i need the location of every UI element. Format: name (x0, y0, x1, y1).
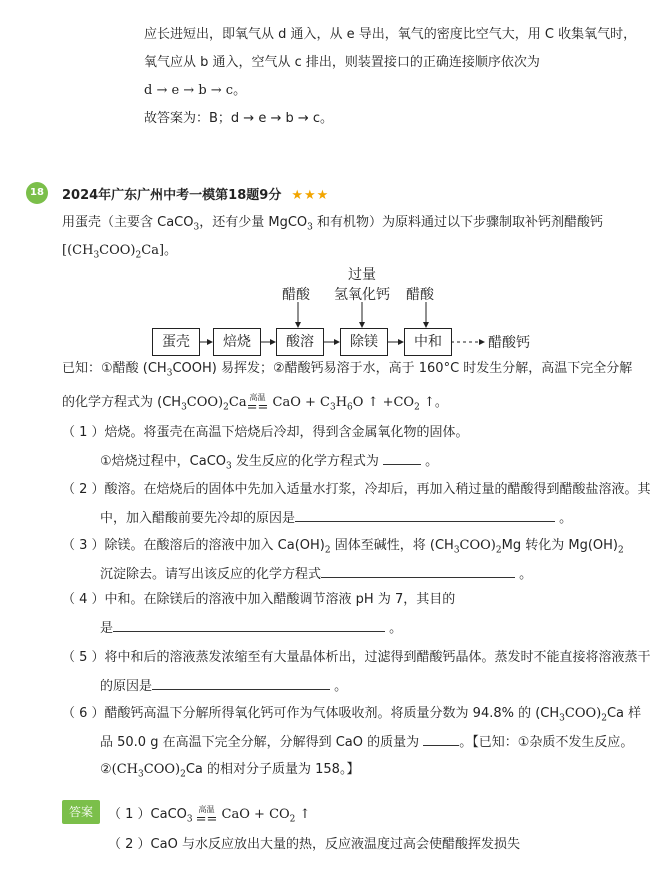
part-4-line-2: 是 。 (100, 621, 403, 636)
answer-blank-5[interactable] (152, 677, 330, 690)
answer-tag: 答案 (62, 800, 100, 824)
part-6-line-3: $②(CH_3COO)_2Ca$ 的相对分子质量为 158。】 (100, 762, 360, 780)
question-number-badge: 18 (26, 182, 48, 204)
flow-reagent-excess-label: 过量 (348, 267, 376, 283)
part-5-line-1: （ 5 ）将中和后的溶液蒸发浓缩至有大量晶体析出，过滤得到醋酸钙晶体。蒸发时不能直接将溶液蒸干 (62, 650, 651, 665)
flow-step-eggshell: 蛋壳 (152, 328, 200, 356)
answer-1: （ 1 ）CaCO$_3$ 高温 == CaO + $CO_2$ ↑ (108, 806, 310, 829)
answer-2: （ 2 ）CaO 与水反应放出大量的热，反应液温度过高会使醋酸挥发损失 (108, 837, 520, 852)
known-info-line-2: 的化学方程式为 $(CH_3COO)_2Ca$ 高温 == CaO + $C_3H_6O$ ↑ $+CO_2$ ↑。 (62, 394, 448, 417)
part-5-line-2: 的原因是 。 (100, 679, 348, 694)
prev-answer-line-1: 应长进短出，即氧气从 d 通入，从 e 导出，氧气的密度比空气大，用 C 收集氧气时， (144, 27, 637, 42)
prev-answer-line-3: d → e → b → c。 (144, 83, 247, 98)
answer-blank-3[interactable] (321, 565, 515, 578)
part-3-line-2: 沉淀除去。请写出该反应的化学方程式 。 (100, 567, 533, 582)
prev-answer-line-2: 氧气应从 b 通入，空气从 c 排出，则装置接口的正确连接顺序依次为 (144, 55, 540, 70)
question-intro-line-1: 用蛋壳（主要含 CaCO$_3$，还有少量 MgCO$_3$ 和有机物）为原料通过以下步骤制取补钙剂醋酸钙 (62, 215, 604, 233)
part-6-line-1: （ 6 ）醋酸钙高温下分解所得氧化钙可作为气体吸收剂。将质量分数为 94.8% 的 $(CH_3COO)_2Ca$ 样 (62, 706, 642, 724)
flow-reagent-acetic-acid-1: 醋酸 (282, 287, 310, 303)
flow-step-acid-dissolve: 酸溶 (276, 328, 324, 356)
answer-condition-label: 高温 (198, 804, 215, 814)
part-4-line-1: （ 4 ）中和。在除镁后的溶液中加入醋酸调节溶液 pH 为 7，其目的 (62, 592, 456, 607)
part-1-sub: ①焙烧过程中，CaCO$_3$ 发生反应的化学方程式为 。 (100, 454, 439, 472)
flow-step-roasting: 焙烧 (213, 328, 261, 356)
part-1-heading: （ 1 ）焙烧。将蛋壳在高温下焙烧后冷却，得到含金属氧化物的固体。 (62, 425, 469, 440)
answer-blank-2[interactable] (295, 509, 555, 522)
answer-blank-6[interactable] (423, 733, 459, 746)
part-2-line-1: （ 2 ）酸溶。在焙烧后的固体中先加入适量水打浆，冷却后，再加入稍过量的醋酸得到醋酸盐溶液。其 (62, 482, 651, 497)
flow-reagent-acetic-acid-2: 醋酸 (406, 287, 434, 303)
flow-step-remove-magnesium: 除镁 (340, 328, 388, 356)
question-intro-line-2: $[(CH_3COO)_2Ca]$。 (62, 243, 178, 261)
flow-step-neutralize: 中和 (404, 328, 452, 356)
part-6-line-2: 品 50.0 g 在高温下完全分解，分解得到 CaO 的质量为 。【已知：①杂质不发生反应。 (100, 735, 634, 750)
reaction-condition-label: 高温 (249, 392, 266, 402)
question-source-text: 2024年广东广州中考一模第18题9分 (62, 188, 282, 203)
part-2-line-2: 中，加入醋酸前要先冷却的原因是 。 (100, 511, 573, 526)
answer-blank-1[interactable] (383, 452, 421, 465)
part-3-line-1: （ 3 ）除镁。在酸溶后的溶液中加入 $Ca(OH)_2$ 固体至碱性，将 $(CH_3COO)_2Mg$ 转化为 $Mg(OH)_2$ (62, 538, 624, 556)
flow-arrows (0, 0, 671, 400)
difficulty-stars: ★★★ (291, 188, 330, 203)
flow-reagent-calcium-hydroxide: 氢氧化钙 (334, 287, 390, 303)
flow-output-calcium-acetate: 醋酸钙 (488, 335, 530, 351)
known-info-line-1: 已知：①醋酸 $(CH_3COOH)$ 易挥发；②醋酸钙易溶于水，高于 160°C 时发生分解，高温下完全分解 (62, 361, 633, 379)
prev-answer-line-4: 故答案为：B；d → e → b → c。 (144, 111, 334, 126)
answer-blank-4[interactable] (113, 619, 385, 632)
